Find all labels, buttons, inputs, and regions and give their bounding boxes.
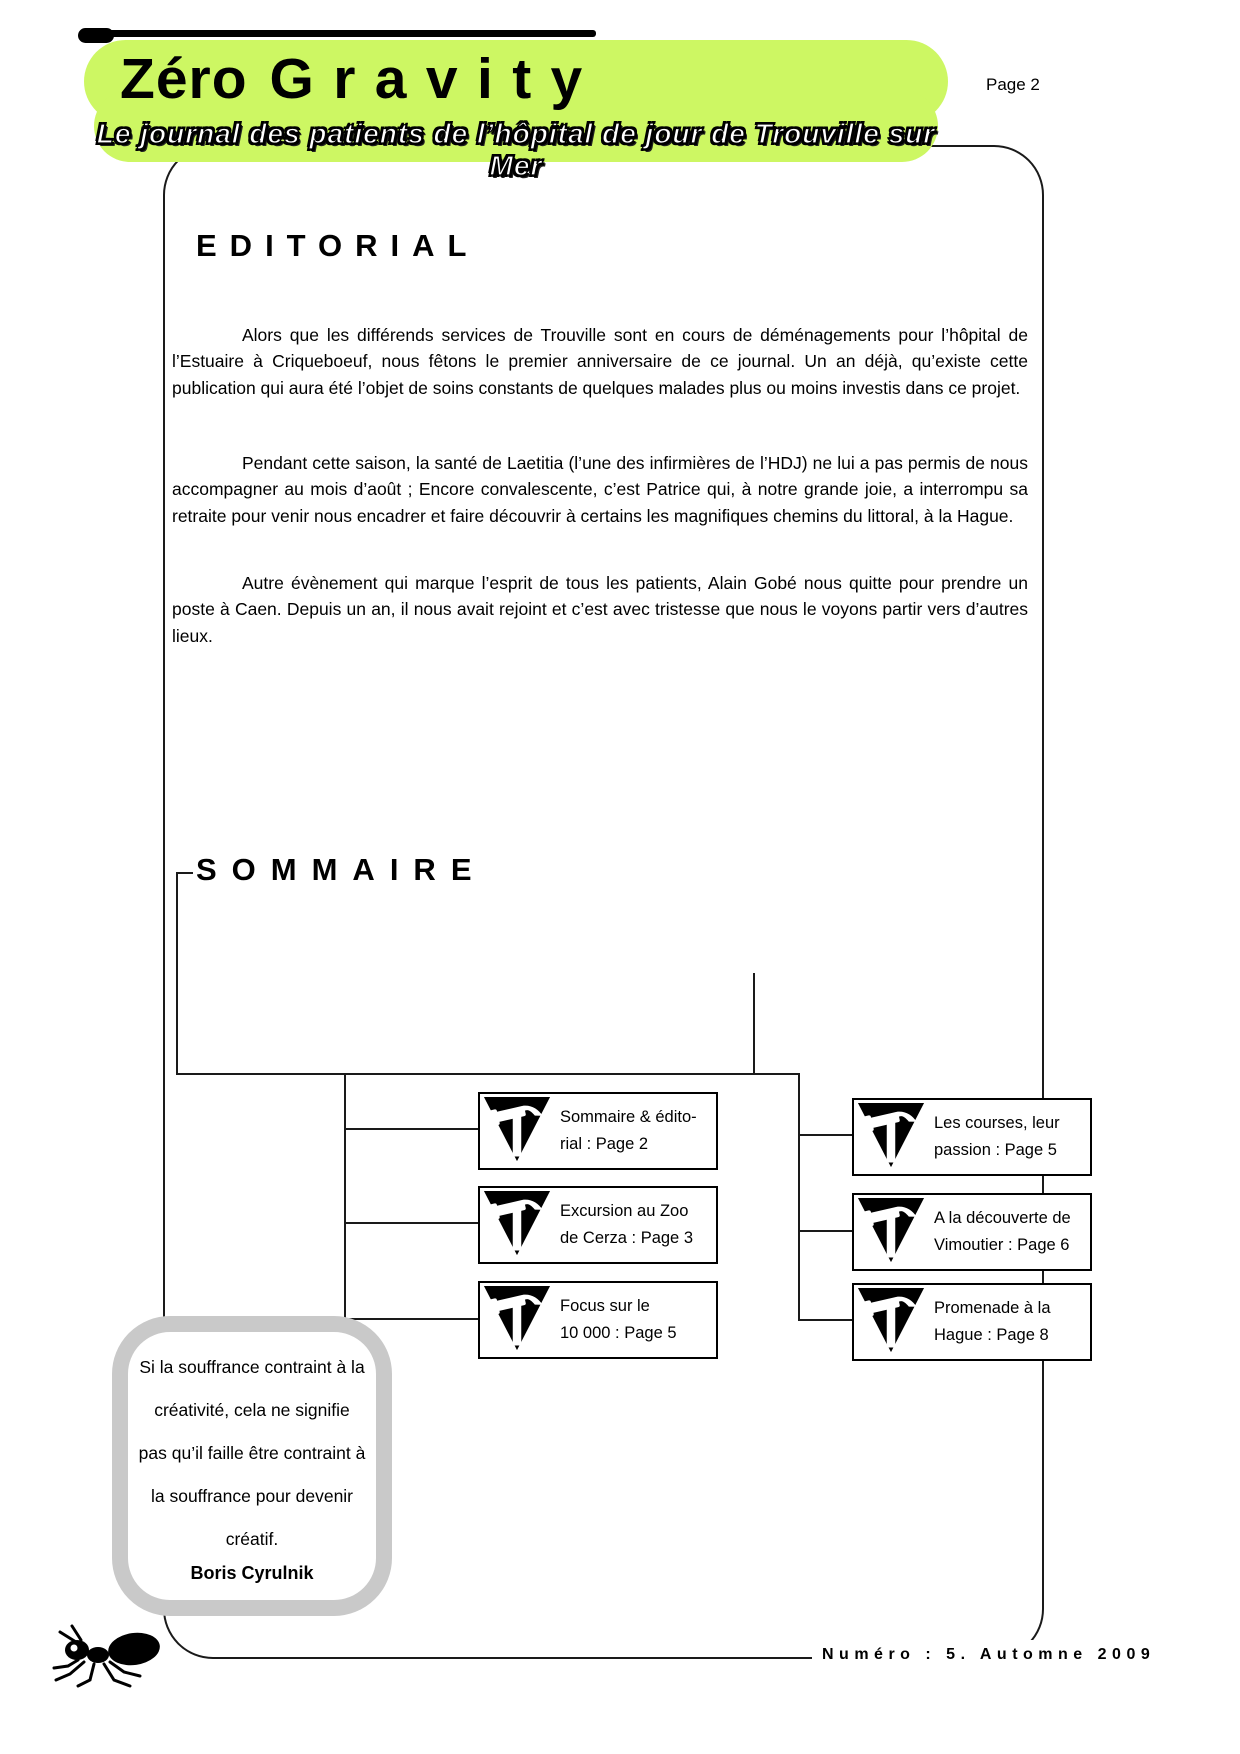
connector-horizontal-main [176,1073,800,1075]
hammer-icon [482,1190,554,1260]
connector-left-trunk [344,1073,346,1319]
toc-item-label [928,1205,1071,1259]
toc-item-label [554,1104,697,1158]
connector-branch-left-2 [346,1222,478,1224]
toc-item-label [554,1198,693,1252]
toc-label-line2: Vimoutier : Page 6 [934,1236,1070,1254]
toc-item-label [554,1293,677,1347]
toc-label-line2: Hague : Page 8 [934,1326,1049,1344]
ant-icon [48,1622,173,1699]
toc-item-label [928,1110,1060,1164]
quote-text: Si la souffrance contraint à la créativité, cela ne signifie pas qu’il faille être contraint à la souffrance pour devenir créatif. [138,1357,366,1549]
toc-item-promenade-hague [852,1283,1092,1361]
toc-label-line1: Promenade à la [934,1299,1051,1317]
toc-label-line2: de Cerza : Page 3 [560,1229,693,1247]
connector-vertical-sommaire [176,872,178,1075]
connector-right-trunk [798,1073,800,1321]
toc-label-line2: rial : Page 2 [560,1135,649,1153]
sommaire-heading: SOMMAIRE [196,852,487,887]
connector-vertical-upper [753,973,755,1075]
title-zero: Zéro [120,47,248,111]
connector-branch-left-1 [346,1128,478,1130]
editorial-paragraph-2: Pendant cette saison, la santé de Laetitia (l’une des infirmières de l’HDJ) ne lui a pas permis de nous accompagner au mois d’août ; Encore convalescente, c’est Patrice qui, à notre grande joie, a interrompu sa retraite pour venir nous encadrer et faire découvrir à certains les magnifiques chemins du littoral, à la Hague. [172,453,1028,526]
hammer-icon [482,1285,554,1355]
editorial-heading: EDITORIAL [196,228,480,263]
title-gravity: Gravity [269,47,602,111]
quote-author: Boris Cyrulnik [190,1563,314,1583]
toc-label-line2: passion : Page 5 [934,1141,1057,1159]
toc-label-line1: Excursion au Zoo [560,1202,689,1220]
hammer-icon [482,1096,554,1166]
toc-label-line1: Focus sur le [560,1297,650,1315]
toc-item-decouverte-vimoutier [852,1193,1092,1271]
toc-label-line1: Sommaire & édito- [560,1108,697,1126]
connector-branch-right-2 [800,1230,852,1232]
hammer-icon [856,1102,928,1172]
toc-item-focus-10000 [478,1281,718,1359]
toc-label-line1: A la découverte de [934,1209,1071,1227]
toc-label-line2: 10 000 : Page 5 [560,1324,677,1342]
editorial-paragraph-3: Autre évènement qui marque l’esprit de tous les patients, Alain Gobé nous quitte pour prendre un poste à Caen. Depuis un an, il nous avait rejoint et c’est avec tristesse que nous le voyons partir vers d’autres lieux. [172,573,1028,646]
connector-branch-right-1 [800,1134,852,1136]
quote-box [112,1316,392,1616]
scan-artifact-line [108,30,596,37]
newsletter-title [120,46,602,112]
toc-item-label [928,1295,1051,1349]
hammer-icon [856,1197,928,1267]
toc-item-courses-passion [852,1098,1092,1176]
toc-label-line1: Les courses, leur [934,1114,1060,1132]
editorial-paragraph-1: Alors que les différends services de Trouville sont en cours de déménagements pour l’hôpital de l’Estuaire à Criqueboeuf, nous fêtons le premier anniversaire de ce journal. Un an déjà, qu’existe cette publication qui aura été l’objet de soins constants de quelques malades plus ou moins investis dans ce projet. [172,325,1028,398]
toc-item-excursion-zoo [478,1186,718,1264]
page-number: Page 2 [986,75,1040,94]
hammer-icon [856,1287,928,1357]
toc-item-sommaire-editorial [478,1092,718,1170]
connector-branch-right-3 [800,1319,852,1321]
connector-branch-left-3 [344,1318,478,1320]
connector-tick [176,872,193,874]
issue-footer: Numéro : 5. Automne 2009 [812,1640,1169,1670]
newsletter-subtitle: Le journal des patients de l’hôpital de jour de Trouville sur Mer [96,118,936,181]
